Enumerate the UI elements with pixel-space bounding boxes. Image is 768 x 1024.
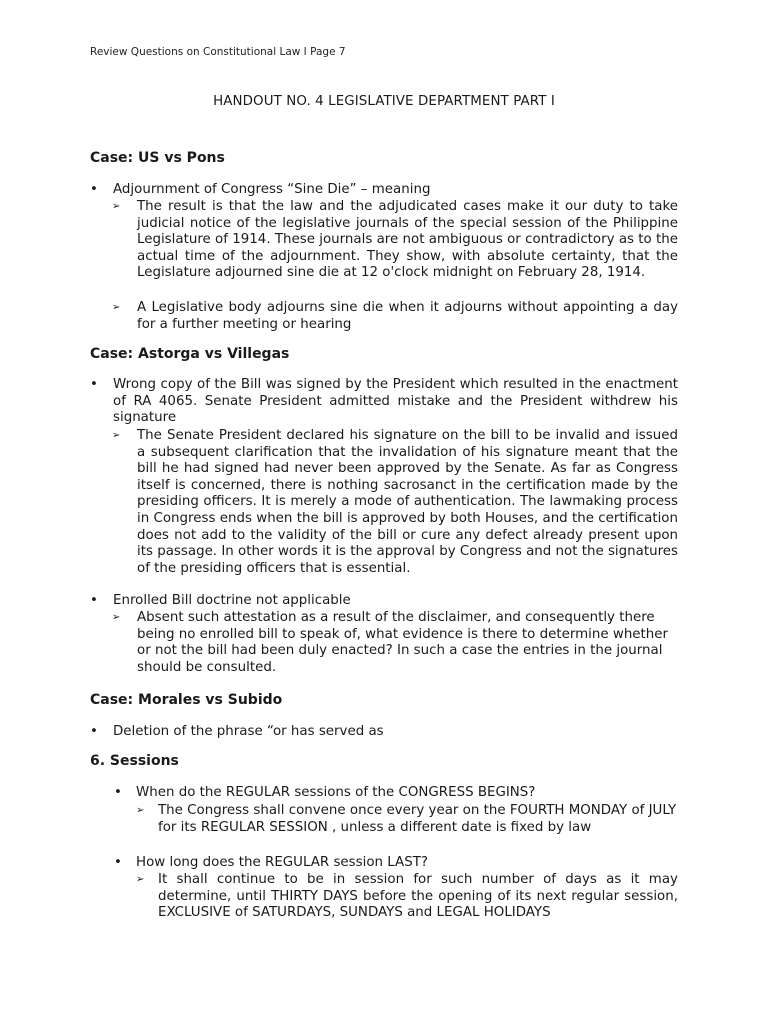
list-item: • How long does the REGULAR session LAST? (114, 855, 428, 870)
bullet-icon: • (114, 855, 122, 870)
bullet-icon: • (90, 724, 98, 739)
section-heading-astorga-vs-villegas: Case: Astorga vs Villegas (90, 346, 290, 362)
bullet-icon: • (114, 785, 122, 800)
sub-list-item: ➢ It shall continue to be in session for such number of days as it may determine, until THIRTY DAYS before the opening of its next regular session, EXCLUSIVE of SATURDAYS, SUNDAYS and LEGAL HOLIDAYS (136, 872, 678, 921)
section-heading-us-vs-pons: Case: US vs Pons (90, 150, 225, 166)
arrow-bullet-icon: ➢ (112, 612, 121, 623)
sub-list-item: ➢ The Senate President declared his signature on the bill to be invalid and issued a subsequent clarification that the invalidation of his signature meant that the bill he had signed had never been approved by the Senate. As far as Congress itself is concerned, there is nothing sacrosanct in the certification made by the presiding officers. It is merely a mode of authentication. The lawmaking process in Congress ends when the bill is approved by both Houses, and the certification does not add to the validity of the bill or cure any defect already present upon its passage. In other words it is the approval by Congress and not the signatures of the presiding officers that is essential. (112, 428, 679, 576)
arrow-bullet-icon: ➢ (112, 201, 121, 212)
sub-list-item: ➢ Absent such attestation as a result of the disclaimer, and consequently there being no enrolled bill to speak of, what evidence is there to determine whether or not the bill had been duly enacted? In such a case the entries in the journal should be consulted. (112, 610, 669, 675)
section-heading-morales-vs-subido: Case: Morales vs Subido (90, 692, 283, 708)
arrow-bullet-icon: ➢ (112, 430, 121, 441)
section-heading-sessions: 6. Sessions (90, 753, 179, 769)
bullet-icon: • (90, 182, 98, 197)
bullet-icon: • (90, 593, 98, 608)
arrow-bullet-icon: ➢ (136, 874, 145, 885)
list-item: • Adjournment of Congress “Sine Die” – meaning (90, 182, 431, 197)
list-item: • Wrong copy of the Bill was signed by the President which resulted in the enactment of RA 4065. Senate President admitted mistake and the President withdrew his signature (90, 377, 678, 426)
sub-list-item: ➢ The result is that the law and the adjudicated cases make it our duty to take judicial notice of the legislative journals of the special session of the Philippine Legislature of 1914. These journals are not ambiguous or contradictory as to the actual time of the adjournment. They show, with absolute certainty, that the Legislature adjourned sine die at 12 o'clock midnight on February 28, 1914. (112, 199, 678, 281)
arrow-bullet-icon: ➢ (112, 302, 121, 313)
arrow-bullet-icon: ➢ (136, 805, 145, 816)
handout-title: HANDOUT NO. 4 LEGISLATIVE DEPARTMENT PART I (213, 94, 555, 109)
list-item: • Deletion of the phrase “or has served as (90, 724, 384, 739)
list-item: • When do the REGULAR sessions of the CONGRESS BEGINS? (114, 785, 536, 800)
bullet-icon: • (90, 377, 98, 392)
page-header: Review Questions on Constitutional Law I Page 7 (90, 46, 346, 58)
list-item: • Enrolled Bill doctrine not applicable (90, 593, 351, 608)
sub-list-item: ➢ The Congress shall convene once every year on the FOURTH MONDAY of JULY for its REGULAR SESSION , unless a different date is fixed by law (136, 803, 677, 835)
sub-list-item: ➢ A Legislative body adjourns sine die when it adjourns without appointing a day for a further meeting or hearing (112, 300, 678, 332)
